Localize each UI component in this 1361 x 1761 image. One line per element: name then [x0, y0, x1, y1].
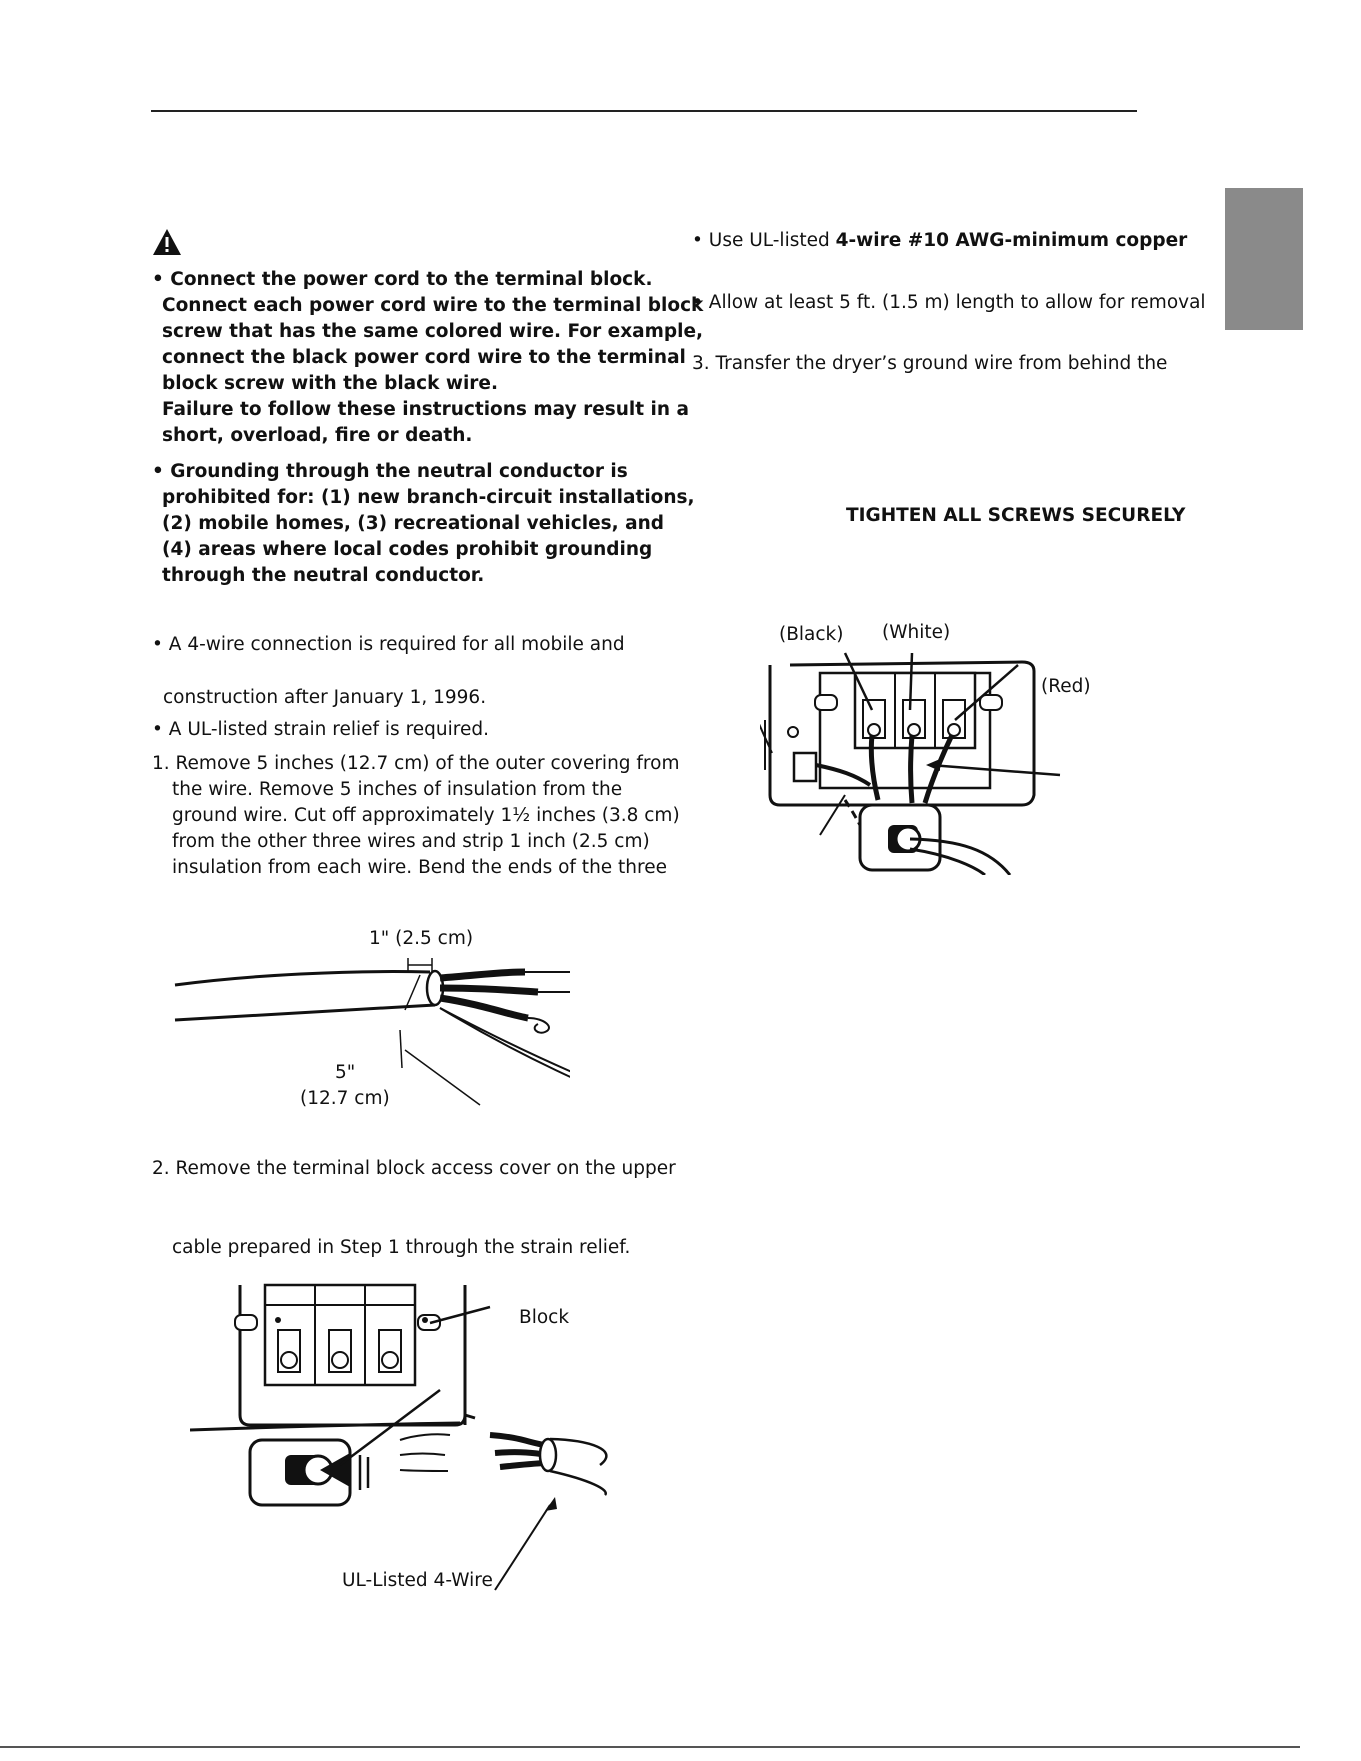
wiring-connection-diagram	[760, 635, 1090, 875]
cover-length-label-metric: (12.7 cm)	[300, 1088, 390, 1109]
warning-icon	[152, 228, 182, 256]
cable-label: UL-Listed 4-Wire	[342, 1570, 493, 1591]
step-3: 3. Transfer the dryer’s ground wire from behind the	[692, 353, 1168, 374]
black-wire-label: (Black)	[779, 624, 844, 645]
red-wire-label: (Red)	[1041, 676, 1091, 697]
footer-rule	[0, 1746, 1300, 1748]
cover-length-label: 5"	[335, 1062, 356, 1083]
step-2-line-1: 2. Remove the terminal block access cover on the upper	[152, 1158, 676, 1179]
strip-length-label: 1" (2.5 cm)	[369, 928, 474, 949]
warning-bullet-1: • Connect the power cord to the terminal block. Connect each power cord wire to the terminal block screw that has the same colored wire. For example, connect the black power cord wire to the terminal block screw with the black wire. Failure to follow these instructions may result in a short, overload, fire or death.	[152, 269, 704, 446]
section-tab	[1225, 188, 1303, 330]
white-wire-label: (White)	[882, 622, 951, 643]
right-bullet-length: • Allow at least 5 ft. (1.5 m) length to allow for removal	[692, 292, 1206, 313]
right-bullet-wire: • Use UL-listed 4-wire #10 AWG-minimum copper	[692, 230, 1188, 251]
warning-bullet-2: • Grounding through the neutral conductor is prohibited for: (1) new branch-circuit installations, (2) mobile homes, (3) recreational vehicles, and (4) areas where local codes prohibit grounding through the neutral conductor.	[152, 461, 695, 586]
note-strain-relief: • A UL-listed strain relief is required.	[152, 719, 489, 740]
block-label: Block	[519, 1307, 570, 1328]
note-4wire: • A 4-wire connection is required for all mobile and	[152, 634, 625, 655]
step-2-line-2: cable prepared in Step 1 through the strain relief.	[172, 1237, 631, 1258]
note-construction: construction after January 1, 1996.	[163, 687, 487, 708]
tighten-notice: TIGHTEN ALL SCREWS SECURELY	[846, 505, 1186, 526]
step-1: 1. Remove 5 inches (12.7 cm) of the outer covering from the wire. Remove 5 inches of insulation from the ground wire. Cut off approximately 1½ inches (3.8 cm) from the other three wires and strip 1 inch (2.5 cm) insulation from each wire. Bend the ends of the three	[152, 753, 680, 878]
header-rule	[151, 110, 1137, 112]
